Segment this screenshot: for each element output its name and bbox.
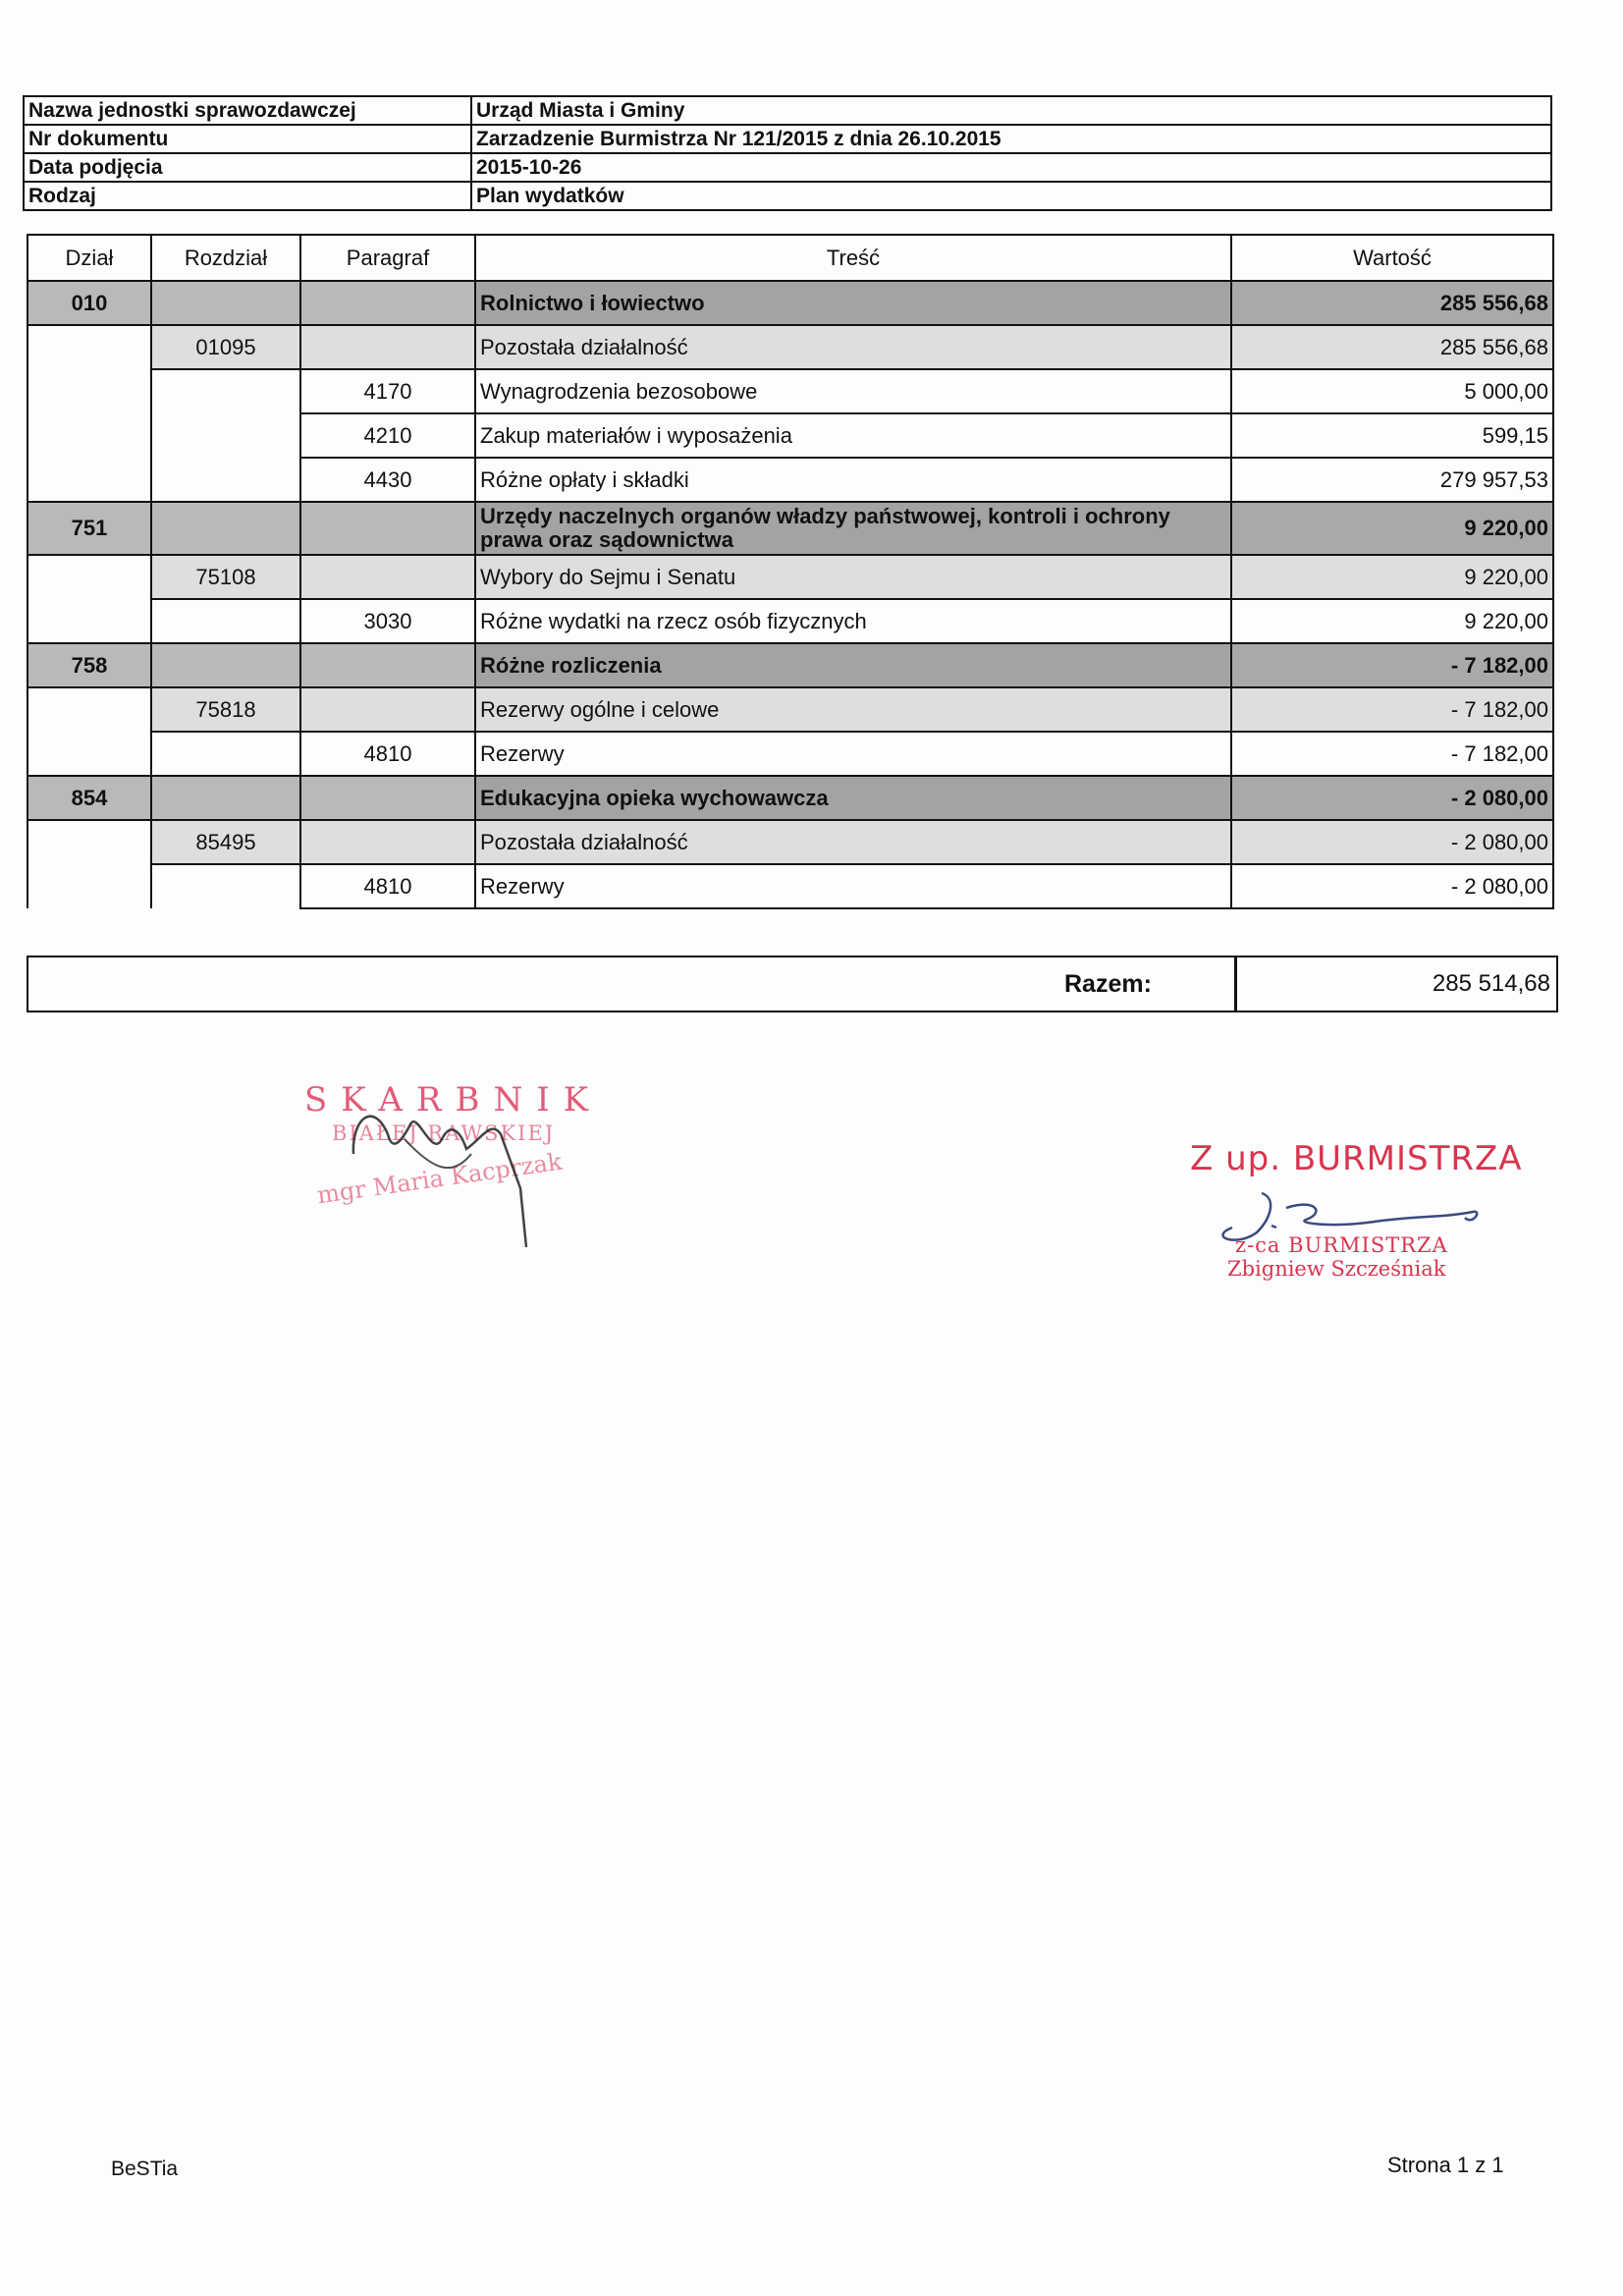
cell-dzial [27,458,151,502]
table-row [27,687,1553,732]
cell-wartosc: - 2 080,00 [1231,820,1553,864]
header-value: 2015-10-26 [471,153,1551,182]
footer-page-number: Strona 1 z 1 [1387,2153,1504,2177]
cell-dzial: 854 [27,776,151,820]
cell-rozdzial [151,776,300,820]
cell-paragraf [300,643,475,687]
table-row [27,864,1553,908]
cell-dzial [27,555,151,599]
cell-paragraf [300,555,475,599]
cell-dzial [27,732,151,776]
cell-wartosc: 599,15 [1231,413,1553,458]
table-row [27,458,1553,502]
header-value: Urząd Miasta i Gminy [471,96,1551,125]
mayor-stamp-name: Zbigniew Szcześniak [1227,1257,1446,1281]
cell-paragraf [300,502,475,555]
budget-table [27,234,1554,909]
table-row [27,555,1553,599]
cell-dzial [27,325,151,369]
cell-rozdzial [151,643,300,687]
cell-tresc: Różne wydatki na rzecz osób fizycznych [475,599,1231,643]
cell-dzial: 758 [27,643,151,687]
cell-rozdzial: 01095 [151,325,300,369]
cell-wartosc: - 2 080,00 [1231,864,1553,908]
table-row [27,776,1553,820]
cell-wartosc: 285 556,68 [1231,281,1553,325]
cell-dzial: 010 [27,281,151,325]
cell-rozdzial: 75818 [151,687,300,732]
cell-tresc: Edukacyjna opieka wychowawcza [475,776,1231,820]
cell-paragraf: 4810 [300,732,475,776]
footer-software-name: BeSTia [111,2158,179,2180]
cell-rozdzial [151,502,300,555]
table-row [27,732,1553,776]
total-label: Razem: [1064,969,1152,998]
treasurer-signature-icon [295,1080,609,1247]
column-header-rozdzial: Rozdział [151,235,300,281]
table-row [27,643,1553,687]
header-row-document-number [24,125,1551,153]
header-label: Nazwa jednostki sprawozdawczej [24,96,471,125]
cell-dzial [27,820,151,864]
cell-rozdzial [151,864,300,908]
cell-tresc: Różne opłaty i składki [475,458,1231,502]
cell-wartosc: 5 000,00 [1231,369,1553,413]
header-label: Data podjęcia [24,153,471,182]
cell-dzial [27,864,151,908]
cell-dzial [27,369,151,413]
column-header-tresc: Treść [475,235,1231,281]
cell-rozdzial [151,599,300,643]
treasurer-stamp-title: SKARBNIK [304,1080,603,1120]
cell-tresc: Rolnictwo i łowiectwo [475,281,1231,325]
cell-dzial: 751 [27,502,151,555]
cell-rozdzial [151,732,300,776]
header-label: Nr dokumentu [24,125,471,153]
cell-paragraf: 4210 [300,413,475,458]
cell-dzial [27,687,151,732]
total-box [27,956,1558,1012]
mayor-stamp-role: z-ca BURMISTRZA [1235,1233,1448,1257]
cell-wartosc: 9 220,00 [1231,599,1553,643]
cell-tresc: Różne rozliczenia [475,643,1231,687]
cell-wartosc: 285 556,68 [1231,325,1553,369]
cell-paragraf [300,325,475,369]
header-row-type [24,182,1551,210]
table-row [27,502,1553,555]
cell-paragraf: 4810 [300,864,475,908]
cell-rozdzial [151,281,300,325]
cell-tresc: Urzędy naczelnych organów władzy państwowej, kontroli i ochrony prawa oraz sądownictwa [475,502,1231,555]
cell-wartosc: 9 220,00 [1231,555,1553,599]
cell-tresc: Wynagrodzenia bezosobowe [475,369,1231,413]
cell-paragraf: 4170 [300,369,475,413]
treasurer-stamp-town: BIAŁEJ RAWSKIEJ [332,1121,556,1145]
cell-tresc: Zakup materiałów i wyposażenia [475,413,1231,458]
cell-rozdzial [151,458,300,502]
cell-wartosc: - 7 182,00 [1231,687,1553,732]
mayor-signature-icon [1178,1139,1532,1296]
header-row-unit [24,96,1551,125]
cell-paragraf [300,820,475,864]
cell-rozdzial: 85495 [151,820,300,864]
header-row-date [24,153,1551,182]
treasurer-stamp [295,1080,609,1247]
table-header-row [27,235,1553,281]
cell-paragraf: 3030 [300,599,475,643]
total-value: 285 514,68 [1432,970,1550,997]
table-row [27,599,1553,643]
cell-rozdzial [151,369,300,413]
table-row [27,820,1553,864]
table-row [27,325,1553,369]
cell-paragraf [300,687,475,732]
cell-tresc: Pozostała działalność [475,325,1231,369]
header-value: Zarzadzenie Burmistrza Nr 121/2015 z dnia 26.10.2015 [471,125,1551,153]
cell-dzial [27,413,151,458]
cell-wartosc: - 7 182,00 [1231,643,1553,687]
table-row [27,413,1553,458]
cell-wartosc: - 2 080,00 [1231,776,1553,820]
cell-paragraf [300,281,475,325]
cell-wartosc: 279 957,53 [1231,458,1553,502]
cell-rozdzial [151,413,300,458]
cell-paragraf [300,776,475,820]
cell-dzial [27,599,151,643]
header-value: Plan wydatków [471,182,1551,210]
table-row [27,369,1553,413]
cell-tresc: Wybory do Sejmu i Senatu [475,555,1231,599]
column-header-paragraf: Paragraf [300,235,475,281]
cell-tresc: Rezerwy [475,732,1231,776]
cell-tresc: Pozostała działalność [475,820,1231,864]
cell-tresc: Rezerwy ogólne i celowe [475,687,1231,732]
column-header-dzial: Dział [27,235,151,281]
mayor-stamp-title: Z up. BURMISTRZA [1190,1139,1523,1178]
document-header-table [23,95,1552,211]
column-header-wartosc: Wartość [1231,235,1553,281]
mayor-stamp [1178,1139,1532,1296]
header-label: Rodzaj [24,182,471,210]
total-divider [1234,957,1237,1011]
cell-wartosc: 9 220,00 [1231,502,1553,555]
cell-paragraf: 4430 [300,458,475,502]
cell-tresc: Rezerwy [475,864,1231,908]
treasurer-stamp-name: mgr Maria Kacprzak [315,1147,564,1210]
cell-wartosc: - 7 182,00 [1231,732,1553,776]
cell-rozdzial: 75108 [151,555,300,599]
table-row [27,281,1553,325]
